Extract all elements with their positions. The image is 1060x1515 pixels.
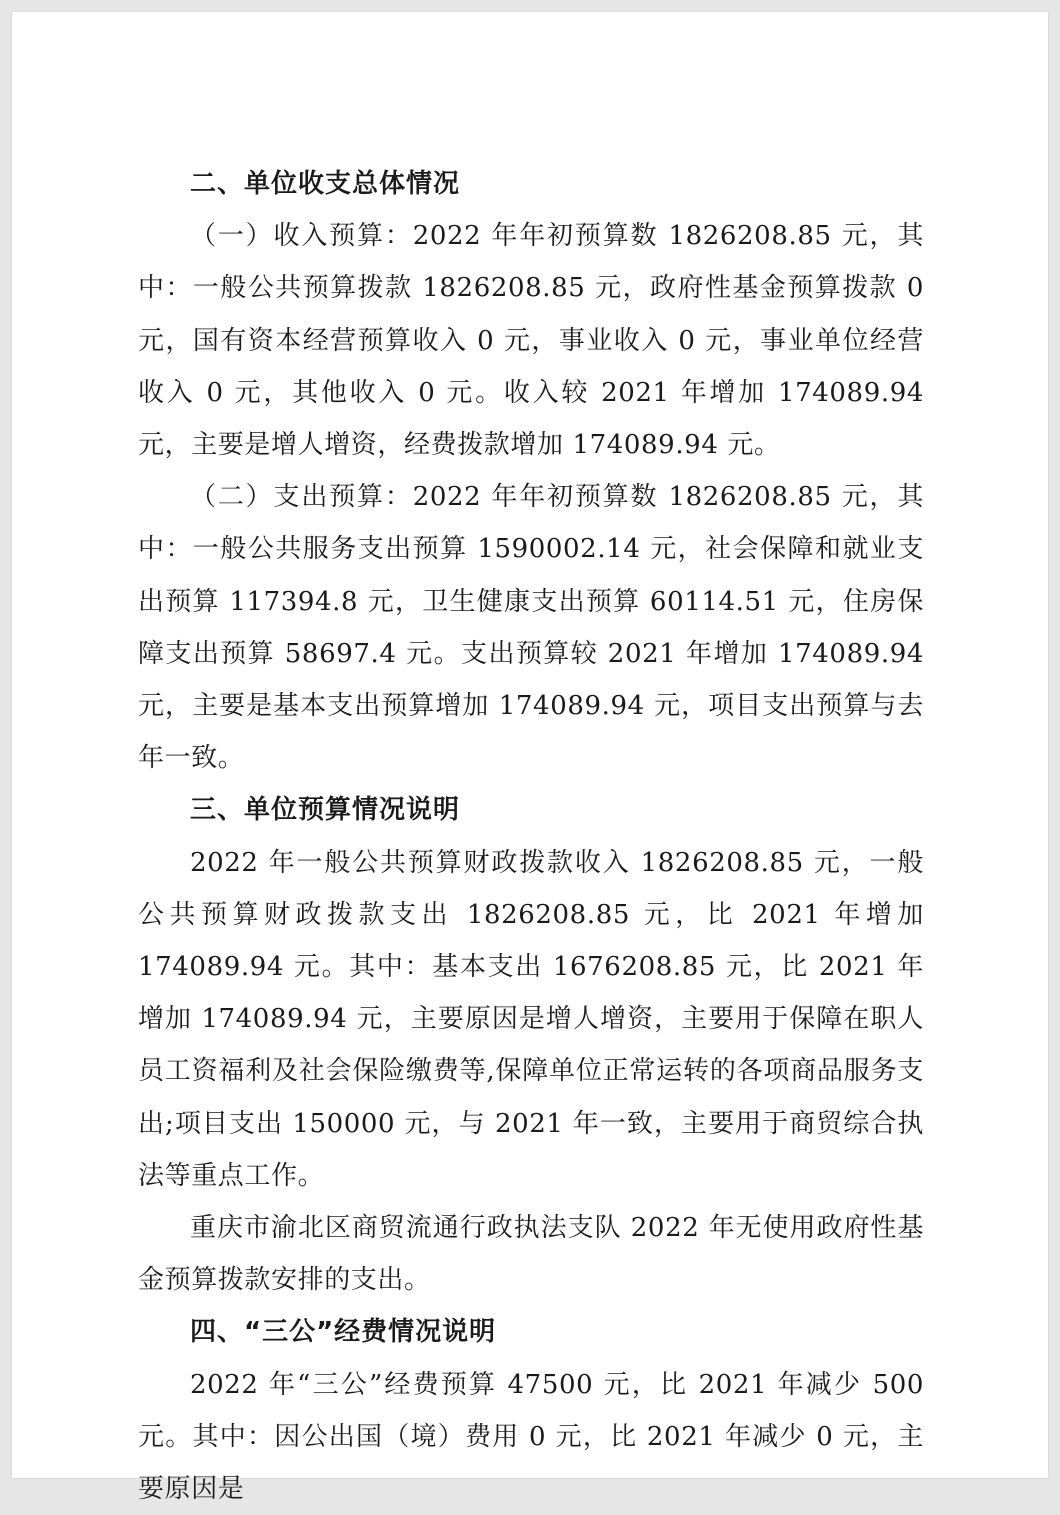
section-heading-3: 三、单位预算情况说明 [190,795,461,826]
paragraph-expenditure-budget: （二）支出预算：2022 年年初预算数 1826208.85 元，其中：一般公共服务支出预算 1590002.14 元，社会保障和就业支出预算 117394.8 元，卫生健康支出预算 60114.51 元，住房保障支出预算 58697.4 元。支出预算较 2021 年增加 174089.94 元，主要是基本支出预算增加 174089.94 元，项目支出预算与去年一致。 [138,482,924,774]
document-page [12,12,1048,1505]
paragraph-income-budget: （一）收入预算：2022 年年初预算数 1826208.85 元，其中：一般公共预算拨款 1826208.85 元，政府性基金预算拨款 0 元，国有资本经营预算收入 0 元，事业收入 0 元，事业单位经营收入 0 元，其他收入 0 元。收入较 2021 年增加 174089.94 元，主要是增人增资，经费拨款增加 174089.94 元。 [138,221,924,461]
paragraph-general-budget: 2022 年一般公共预算财政拨款收入 1826208.85 元，一般公共预算财政拨款支出 1826208.85 元，比 2021 年增加 174089.94 元。其中：基本支出 1676208.85 元，比 2021 年增加 174089.94 元，主要原因是增人增资，主要用于保障在职人员工资福利及社会保险缴费等,保障单位正常运转的各项商品服务支出;项目支出 150000 元，与 2021 年一致，主要用于商贸综合执法等重点工作。 [138,847,924,1191]
section-heading-4: 四、“三公”经费情况说明 [190,1317,497,1348]
document-body [138,158,924,1515]
section-heading-2: 二、单位收支总体情况 [190,169,461,199]
paragraph-three-public-expenses: 2022 年“三公”经费预算 47500 元，比 2021 年减少 500 元。其中：因公出国（境）费用 0 元，比 2021 年减少 0 元，主要原因是 [138,1369,924,1505]
paragraph-government-fund: 重庆市渝北区商贸流通行政执法支队 2022 年无使用政府性基金预算拨款安排的支出。 [138,1213,924,1296]
